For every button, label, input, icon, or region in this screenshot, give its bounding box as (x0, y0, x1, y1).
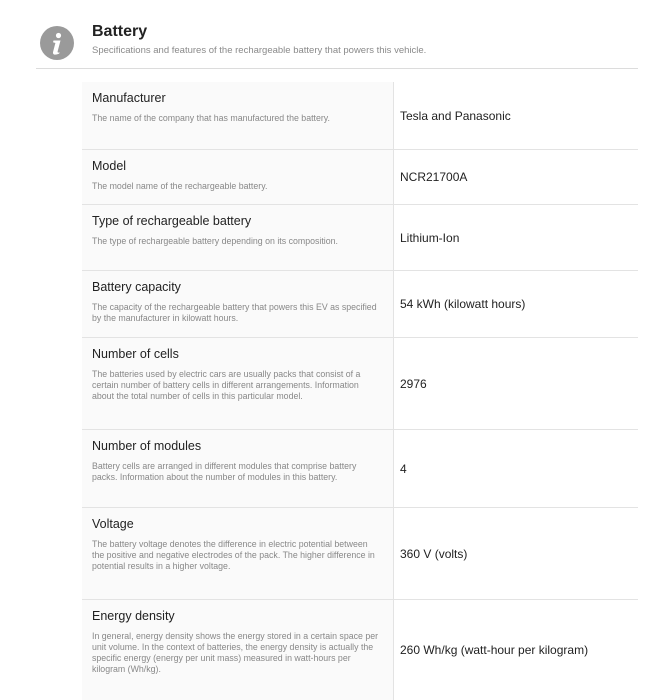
spec-row-battery-type (82, 205, 638, 271)
spec-help-text: The name of the company that has manufactured the battery. (92, 113, 330, 123)
section-title: Battery (92, 23, 148, 40)
spec-value: Tesla and Panasonic (400, 108, 511, 123)
spec-help-text: The battery voltage denotes the difference in electric potential between the positive and negative electrodes of the pack. The higher difference in potential results in a higher voltage. (92, 539, 375, 571)
spec-row-number-of-cells (82, 338, 638, 430)
spec-label-cell (82, 430, 394, 507)
spec-name: Number of cells (92, 347, 179, 361)
section-header-text (92, 22, 426, 58)
spec-value: NCR21700A (400, 170, 468, 184)
spec-help-text: The model name of the rechargeable battery. (92, 181, 268, 191)
spec-label-cell (82, 82, 394, 149)
spec-row-model (82, 150, 638, 205)
spec-row-manufacturer (82, 82, 638, 150)
spec-value: 2976 (400, 376, 427, 391)
spec-name: Energy density (92, 609, 175, 623)
spec-help-text: The type of rechargeable battery depending on its composition. (92, 236, 338, 246)
spec-name: Model (92, 159, 127, 173)
spec-row-energy-density (82, 600, 638, 700)
spec-help-text: The capacity of the rechargeable battery that powers this EV as specified by the manufacturer in kilowatt hours. (92, 302, 377, 323)
section-description: Specifications and features of the rechargeable battery that powers this vehicle. (92, 45, 427, 56)
spec-name: Type of rechargeable battery (92, 214, 252, 228)
spec-name: Manufacturer (92, 91, 166, 105)
spec-name: Voltage (92, 517, 134, 531)
spec-label-cell (82, 600, 394, 700)
spec-label-cell (82, 338, 394, 429)
spec-value: 360 V (volts) (400, 546, 468, 561)
spec-name: Number of modules (92, 439, 202, 453)
header-divider (36, 68, 638, 69)
section-header (40, 22, 640, 68)
spec-label-cell (82, 205, 394, 270)
spec-value: 54 kWh (kilowatt hours) (400, 297, 526, 311)
info-icon (40, 26, 74, 60)
spec-label-cell (82, 508, 394, 599)
spec-help-text: In general, energy density shows the energy stored in a certain space per unit volume. In the context of batteries, the energy density is actually the specific energy (energy per unit mass) measured in watt-hours per kilogram (Wh/kg). (92, 631, 379, 674)
spec-row-battery-capacity (82, 271, 638, 338)
spec-row-voltage (82, 508, 638, 600)
spec-value: 260 Wh/kg (watt-hour per kilogram) (400, 643, 589, 657)
spec-name: Battery capacity (92, 280, 181, 294)
spec-help-text: The batteries used by electric cars are usually packs that consist of a certain number of battery cells in different arrangements. Information about the total number of cells in this particular model. (92, 369, 361, 401)
spec-table (82, 82, 638, 700)
spec-row-number-of-modules (82, 430, 638, 508)
spec-label-cell (82, 271, 394, 337)
spec-value: Lithium-Ion (400, 230, 460, 245)
spec-value: 4 (400, 461, 407, 476)
spec-label-cell (82, 150, 394, 204)
spec-help-text: Battery cells are arranged in different modules that comprise battery packs. Information about the number of modules in this battery. (92, 461, 357, 482)
